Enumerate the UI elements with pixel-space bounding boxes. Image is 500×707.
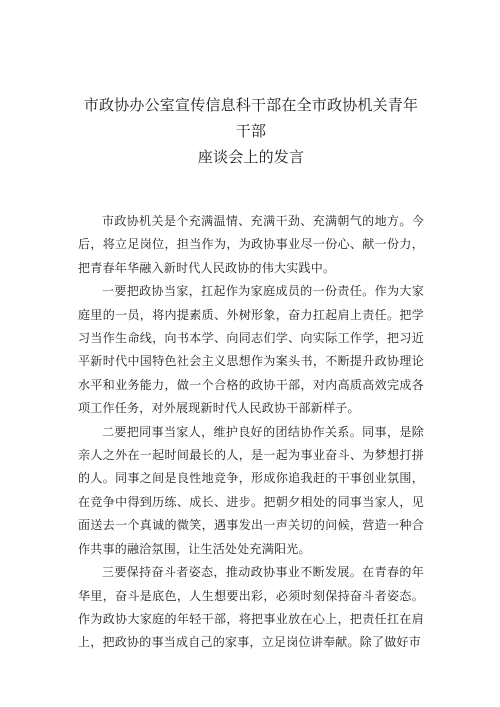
paragraph-point-three: 三要保持奋斗者姿态，推动政协事业不断发展。在青春的年华里，奋斗是底色，人生想要出彩，必须时刻保持奋斗者姿态。作为政协大家庭的年轻干部，将把事业放在心上，把责任扛在肩上，把政协的事当成自己的家事，立足岗位讲奉献。除了做好市 bbox=[78, 565, 424, 650]
document-title bbox=[78, 92, 424, 170]
title-line-2: 座谈会上的发言 bbox=[197, 148, 305, 166]
paragraph-point-one: 一要把政协当家，扛起作为家庭成员的一份责任。作为大家庭里的一员，将内提素质、外树形象，奋力扛起肩上责任。把学习当作生命线，向书本学、向同志们学、向实际工作学，把习近平新时代中国特色社会主义思想作为案头书，不断提升政协理论水平和业务能力，做一个合格的政协干部，对内高质高效完成各项工作任务，对外展现新时代人民政协干部新样子。 bbox=[78, 284, 424, 416]
document-page bbox=[78, 92, 424, 655]
title-line-1: 市政协办公室宣传信息科干部在全市政协机关青年干部 bbox=[83, 96, 419, 140]
paragraph-intro: 市政协机关是个充满温情、充满干劲、充满朝气的地方。今后，将立足岗位，担当作为，为政协事业尽一份心、献一份力，把青春年华融入新时代人民政协的伟大实践中。 bbox=[78, 214, 424, 275]
paragraph-point-two: 二要把同事当家人，维护良好的团结协作关系。同事，是除亲人之外在一起时间最长的人，是一起为事业奋斗、为梦想打拼的人。同事之间是良性地竞争，形成你追我赶的干事创业氛围，在竞争中得到历练、成长、进步。把朝夕相处的同事当家人，见面送去一个真诚的微笑，遇事发出一声关切的问候，营造一种合作共事的融洽氛围，让生活处处充满阳光。 bbox=[78, 424, 424, 556]
